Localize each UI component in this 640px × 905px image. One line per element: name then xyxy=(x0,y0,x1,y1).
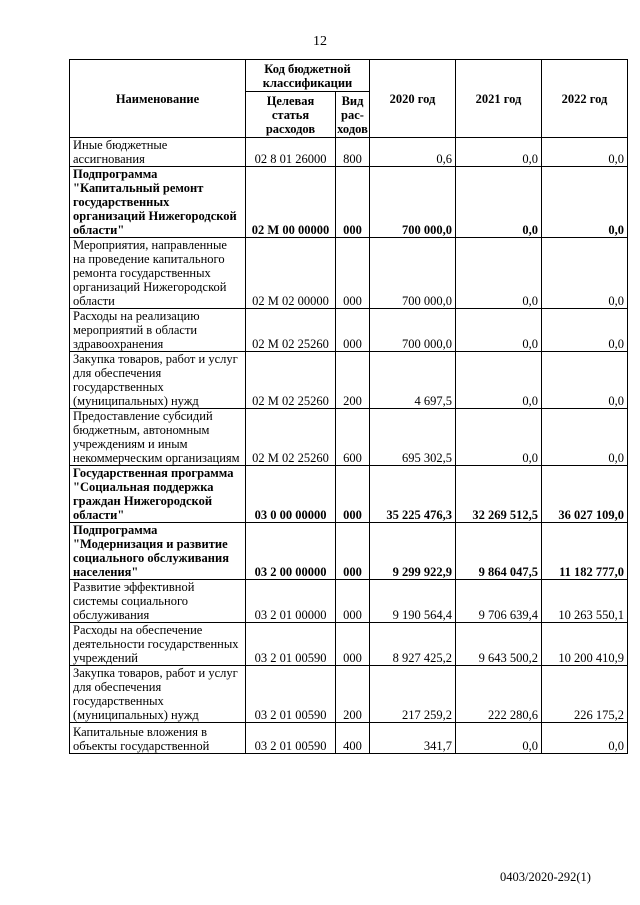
row-name: Государственная программа "Социальная поддержка граждан Нижегородской области" xyxy=(70,466,246,523)
row-expense-type: 000 xyxy=(336,167,370,238)
row-value-2020: 35 225 476,3 xyxy=(370,466,456,523)
row-name: Предоставление субсидий бюджетным, автономным учреждениям и иным некоммерческим организациям xyxy=(70,409,246,466)
row-expense-type: 800 xyxy=(336,138,370,167)
header-expense-type: Вид рас-ходов xyxy=(337,93,368,136)
row-value-2021: 0,0 xyxy=(456,167,542,238)
row-target-article: 02 М 02 25260 xyxy=(246,309,336,352)
row-name: Мероприятия, направленные на проведение капитального ремонта государственных организаций Нижегородской области xyxy=(70,238,246,309)
row-expense-type: 000 xyxy=(336,238,370,309)
table-header xyxy=(70,60,628,138)
row-target-article: 02 8 01 26000 xyxy=(246,138,336,167)
table-row xyxy=(70,466,628,523)
row-value-2021: 9 706 639,4 xyxy=(456,580,542,623)
row-expense-type: 000 xyxy=(336,523,370,580)
row-name: Расходы на реализацию мероприятий в области здравоохранения xyxy=(70,309,246,352)
header-2021: 2021 год xyxy=(456,60,542,138)
row-name: Развитие эффективной системы социального обслуживания xyxy=(70,580,246,623)
table-row xyxy=(70,352,628,409)
table-row xyxy=(70,167,628,238)
row-value-2020: 217 259,2 xyxy=(370,666,456,723)
table-body xyxy=(70,138,628,754)
row-value-2020: 0,6 xyxy=(370,138,456,167)
row-value-2022: 0,0 xyxy=(542,409,628,466)
row-name: Капитальные вложения в объекты государственной xyxy=(70,723,246,754)
row-target-article: 03 2 01 00000 xyxy=(246,580,336,623)
row-expense-type: 000 xyxy=(336,309,370,352)
row-expense-type: 400 xyxy=(336,723,370,754)
row-name: Закупка товаров, работ и услуг для обеспечения государственных (муниципальных) нужд xyxy=(70,352,246,409)
row-expense-type: 200 xyxy=(336,352,370,409)
header-2022: 2022 год xyxy=(542,60,628,138)
row-target-article: 03 2 01 00590 xyxy=(246,623,336,666)
row-expense-type: 600 xyxy=(336,409,370,466)
row-value-2020: 9 190 564,4 xyxy=(370,580,456,623)
row-value-2021: 0,0 xyxy=(456,352,542,409)
row-value-2022: 0,0 xyxy=(542,723,628,754)
row-value-2021: 9 643 500,2 xyxy=(456,623,542,666)
page-number: 12 xyxy=(313,34,327,49)
row-value-2022: 10 263 550,1 xyxy=(542,580,628,623)
header-target-article: Целевая статья расходов xyxy=(246,92,336,138)
row-value-2022: 0,0 xyxy=(542,352,628,409)
row-expense-type: 000 xyxy=(336,466,370,523)
header-code-group: Код бюджетной классификации xyxy=(246,60,370,92)
row-target-article: 02 М 02 25260 xyxy=(246,409,336,466)
table-row xyxy=(70,666,628,723)
row-value-2020: 9 299 922,9 xyxy=(370,523,456,580)
row-value-2021: 0,0 xyxy=(456,309,542,352)
table-row xyxy=(70,523,628,580)
row-value-2022: 36 027 109,0 xyxy=(542,466,628,523)
table-row xyxy=(70,623,628,666)
table-row xyxy=(70,309,628,352)
row-name: Иные бюджетные ассигнования xyxy=(70,138,246,167)
row-value-2020: 8 927 425,2 xyxy=(370,623,456,666)
row-name: Подпрограмма "Модернизация и развитие социального обслуживания населения" xyxy=(70,523,246,580)
row-target-article: 03 2 01 00590 xyxy=(246,723,336,754)
row-value-2021: 0,0 xyxy=(456,138,542,167)
table-row xyxy=(70,723,628,754)
row-value-2020: 700 000,0 xyxy=(370,309,456,352)
row-name: Расходы на обеспечение деятельности государственных учреждений xyxy=(70,623,246,666)
row-value-2022: 10 200 410,9 xyxy=(542,623,628,666)
row-value-2021: 32 269 512,5 xyxy=(456,466,542,523)
row-target-article: 02 М 02 25260 xyxy=(246,352,336,409)
document-code: 0403/2020-292(1) xyxy=(500,870,591,884)
row-value-2022: 11 182 777,0 xyxy=(542,523,628,580)
row-value-2021: 0,0 xyxy=(456,238,542,309)
row-value-2022: 0,0 xyxy=(542,238,628,309)
row-value-2022: 0,0 xyxy=(542,167,628,238)
budget-table xyxy=(69,59,628,754)
table-row xyxy=(70,409,628,466)
row-target-article: 03 2 01 00590 xyxy=(246,666,336,723)
row-value-2020: 700 000,0 xyxy=(370,238,456,309)
row-expense-type: 000 xyxy=(336,623,370,666)
row-value-2020: 4 697,5 xyxy=(370,352,456,409)
row-value-2020: 695 302,5 xyxy=(370,409,456,466)
row-expense-type: 200 xyxy=(336,666,370,723)
row-name: Закупка товаров, работ и услуг для обеспечения государственных (муниципальных) нужд xyxy=(70,666,246,723)
row-value-2021: 0,0 xyxy=(456,409,542,466)
table-row xyxy=(70,238,628,309)
header-2020: 2020 год xyxy=(370,60,456,138)
row-name: Подпрограмма "Капитальный ремонт государственных организаций Нижегородской области" xyxy=(70,167,246,238)
row-value-2020: 700 000,0 xyxy=(370,167,456,238)
row-value-2022: 0,0 xyxy=(542,138,628,167)
row-target-article: 02 М 02 00000 xyxy=(246,238,336,309)
row-target-article: 03 0 00 00000 xyxy=(246,466,336,523)
row-value-2021: 222 280,6 xyxy=(456,666,542,723)
row-value-2021: 9 864 047,5 xyxy=(456,523,542,580)
row-target-article: 03 2 00 00000 xyxy=(246,523,336,580)
row-value-2020: 341,7 xyxy=(370,723,456,754)
row-expense-type: 000 xyxy=(336,580,370,623)
row-value-2022: 226 175,2 xyxy=(542,666,628,723)
header-name: Наименование xyxy=(70,60,246,138)
row-value-2021: 0,0 xyxy=(456,723,542,754)
row-target-article: 02 М 00 00000 xyxy=(246,167,336,238)
table-row xyxy=(70,580,628,623)
row-value-2022: 0,0 xyxy=(542,309,628,352)
table-row xyxy=(70,138,628,167)
